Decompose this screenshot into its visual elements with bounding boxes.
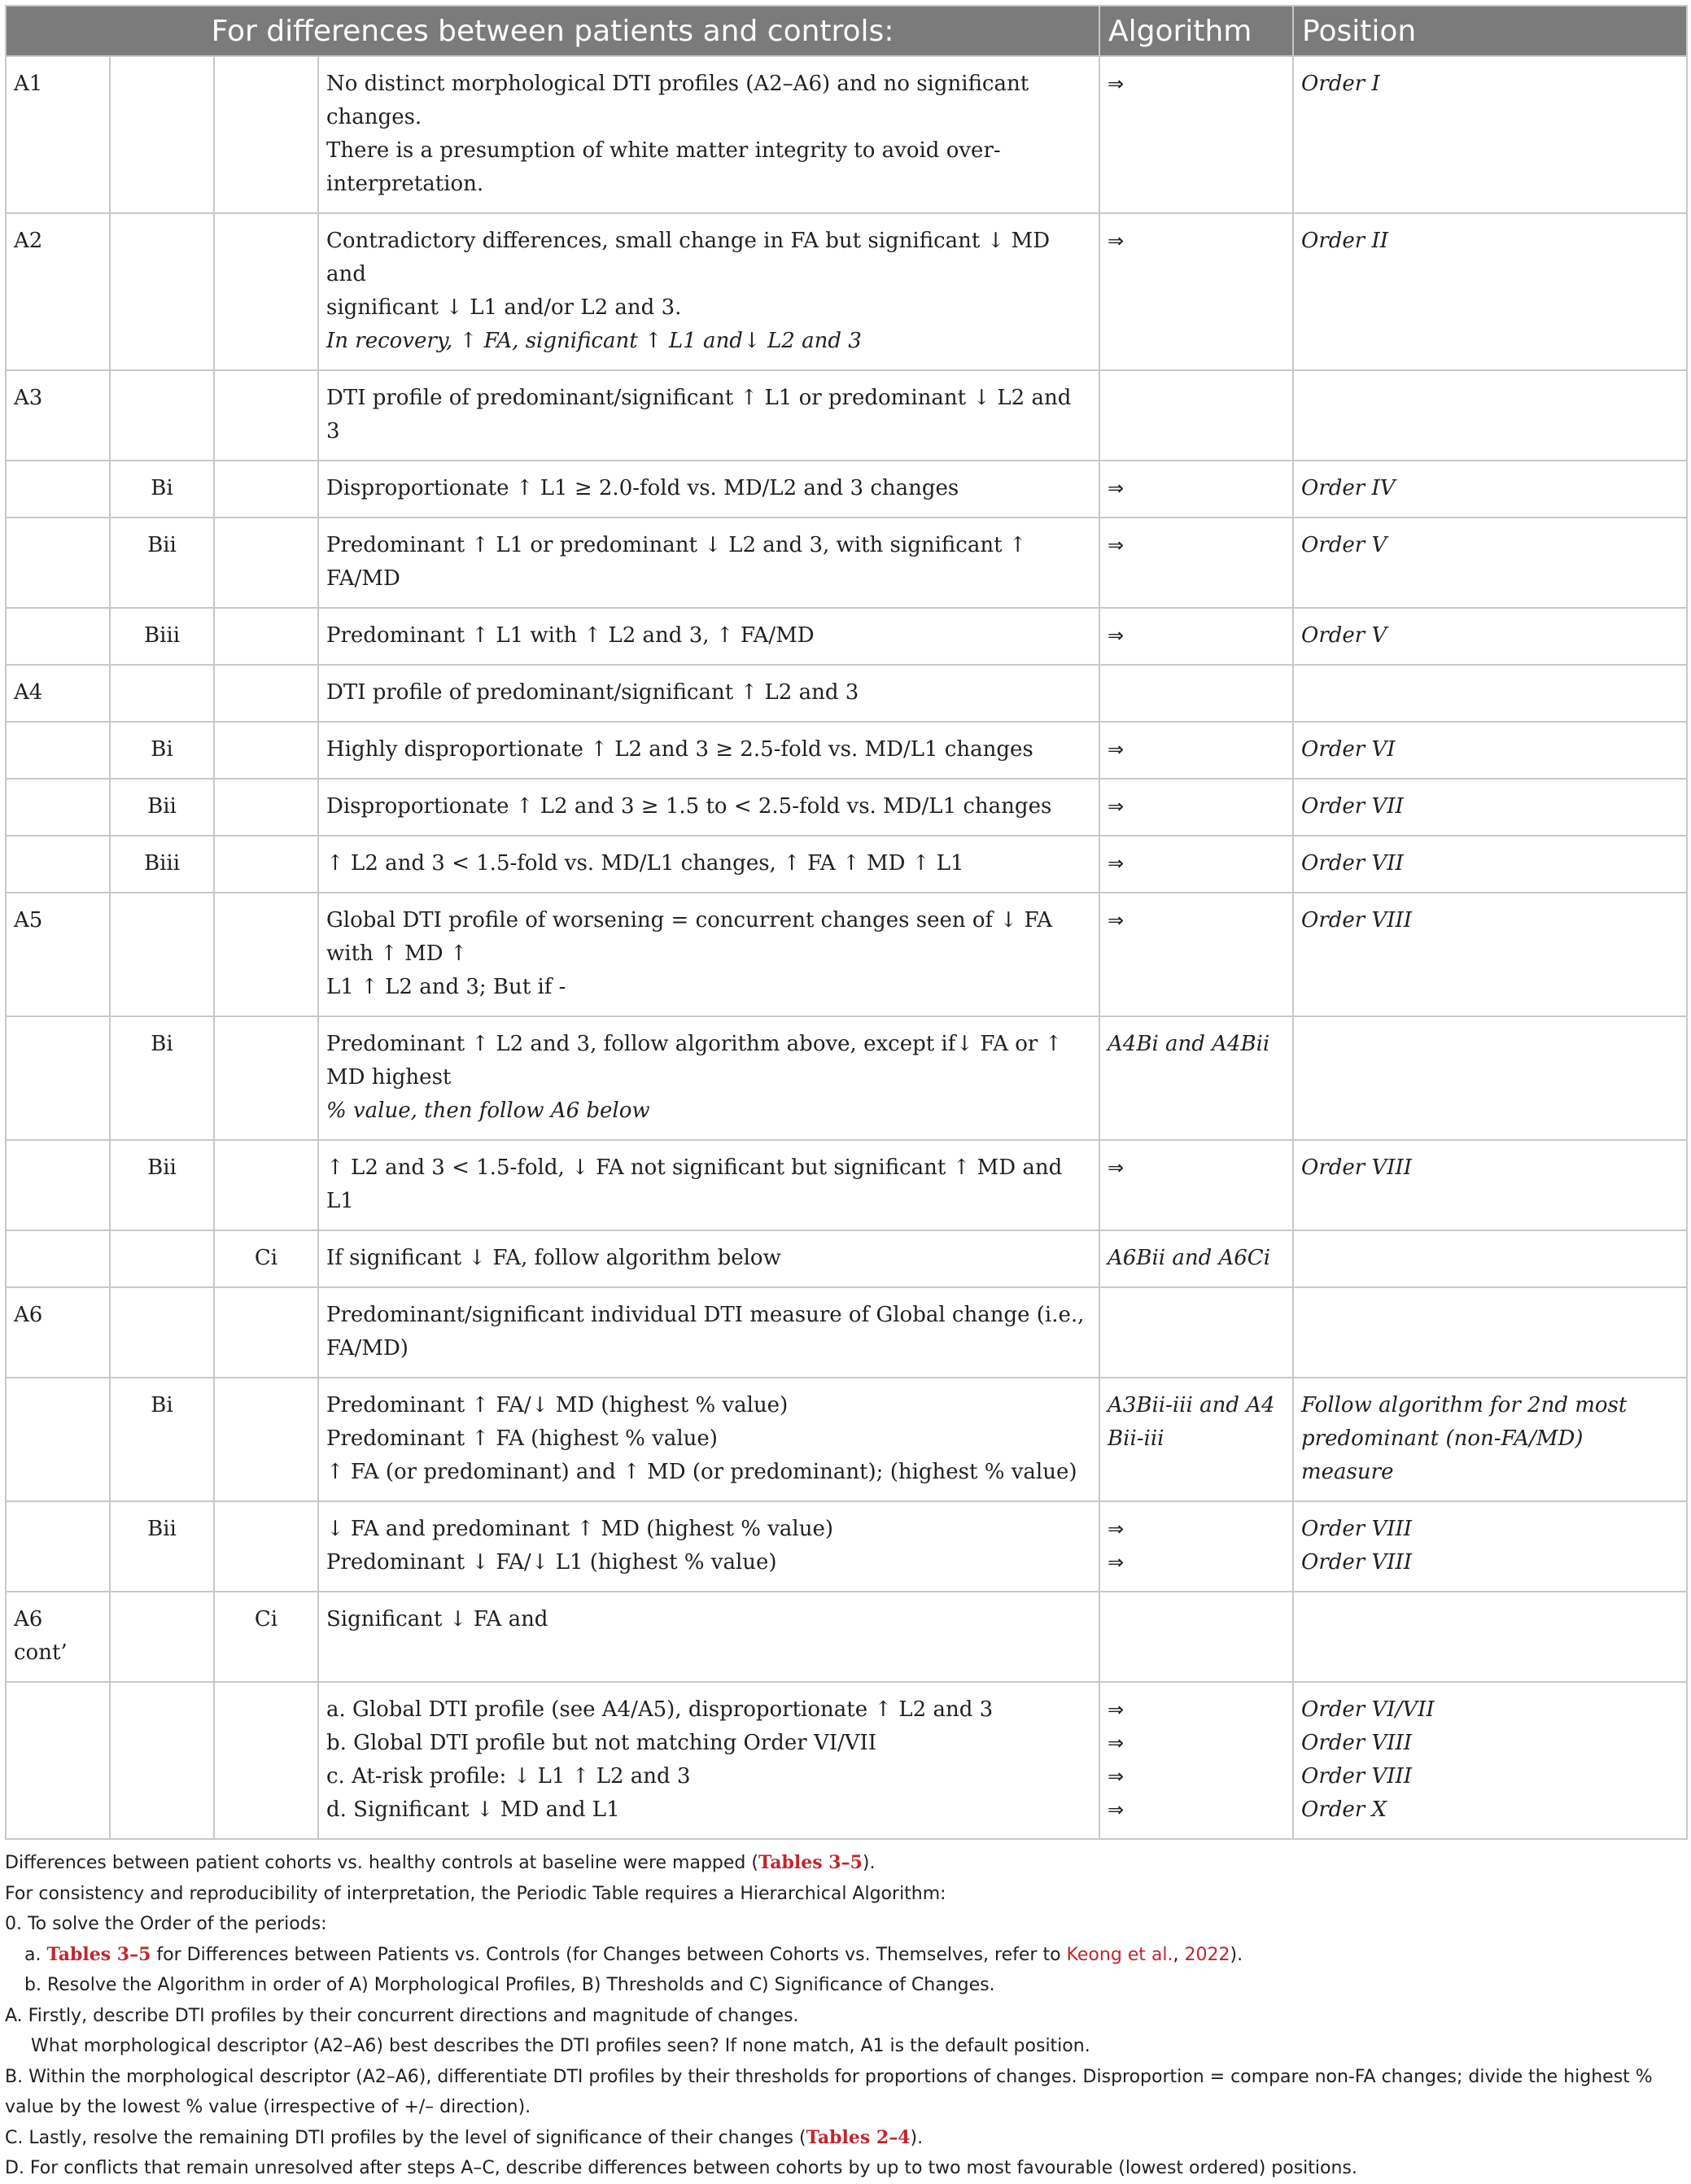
position — [1293, 1501, 1687, 1592]
table-row — [6, 1501, 1687, 1592]
description-line: Highly disproportionate ↑ L2 and 3 ≥ 2.5-fold vs. MD/L1 changes — [326, 737, 1033, 762]
table-row — [6, 461, 1687, 518]
level-3-code — [214, 1140, 318, 1230]
description — [318, 518, 1099, 608]
level-2-code — [110, 1287, 214, 1378]
algorithm — [1099, 1016, 1293, 1140]
description-line: DTI profile of predominant/significant ↑ L1 or predominant ↓ L2 and 3 — [326, 386, 1072, 443]
table-reference-link[interactable]: Tables 2–4 — [806, 2126, 911, 2148]
footnote-text: for Differences between Patients vs. Controls (for Changes between Cohorts vs. Themselves, refer to — [151, 1944, 1067, 1965]
level-3-code: Ci — [214, 1592, 318, 1682]
footnote-3: 0. To solve the Order of the periods: — [5, 1914, 327, 1934]
algorithm-line: ⇒ — [1108, 1732, 1125, 1754]
level-3-code — [214, 1378, 318, 1501]
algorithm — [1099, 836, 1293, 893]
description-line: ↓ FA and predominant ↑ MD (highest % value) — [326, 1517, 834, 1541]
table-row — [6, 1016, 1687, 1140]
description — [318, 1501, 1099, 1592]
level-3-code — [214, 836, 318, 893]
algorithm — [1099, 370, 1293, 461]
description-line: c. At-risk profile: ↓ L1 ↑ L2 and 3 — [326, 1764, 691, 1789]
table-row — [6, 518, 1687, 608]
level-2-code — [110, 1592, 214, 1682]
description-line: DTI profile of predominant/significant ↑ L2 and 3 — [326, 680, 859, 705]
table-row — [6, 893, 1687, 1016]
table-row — [6, 722, 1687, 779]
algorithm — [1099, 518, 1293, 608]
description-line: % value, then follow A6 below — [326, 1099, 650, 1123]
description-line: No distinct morphological DTI profiles (A2–A6) and no significant changes. — [326, 72, 1029, 129]
level-1-code — [6, 518, 110, 608]
position-line: Order VIII — [1301, 1517, 1413, 1541]
level-2-code: Bii — [110, 1140, 214, 1230]
page — [5, 5, 1686, 2184]
footnote-1 — [5, 1848, 1686, 1879]
algorithm-line: A6Bii and A6Ci — [1108, 1246, 1271, 1270]
position — [1293, 722, 1687, 779]
algorithm — [1099, 56, 1293, 213]
algorithm — [1099, 893, 1293, 1016]
level-1-code: A1 — [6, 56, 110, 213]
algorithm-table — [5, 5, 1688, 1840]
table-row — [6, 1592, 1687, 1682]
position-line: Order V — [1301, 623, 1387, 648]
position-line: Follow algorithm for 2nd most — [1301, 1393, 1628, 1417]
level-3-code — [214, 370, 318, 461]
footnote-text: a. — [24, 1944, 47, 1965]
position — [1293, 893, 1687, 1016]
description-line: If significant ↓ FA, follow algorithm below — [326, 1246, 781, 1270]
algorithm — [1099, 1230, 1293, 1287]
level-3-code — [214, 1501, 318, 1592]
description-line: There is a presumption of white matter integrity to avoid over-interpretation. — [326, 138, 1001, 196]
description — [318, 1140, 1099, 1230]
position-line: Order VIII — [1301, 1550, 1413, 1575]
level-1-code — [6, 1501, 110, 1592]
description-line: ↑ L2 and 3 < 1.5-fold, ↓ FA not significant but significant ↑ MD and L1 — [326, 1155, 1063, 1213]
position — [1293, 1592, 1687, 1682]
description-line: Predominant ↓ FA/↓ L1 (highest % value) — [326, 1550, 777, 1575]
algorithm-line: ⇒ — [1108, 1518, 1125, 1540]
position-line: Order VIII — [1301, 1731, 1413, 1755]
description-line: d. Significant ↓ MD and L1 — [326, 1797, 620, 1822]
citation-year-link[interactable]: 2022 — [1184, 1944, 1230, 1965]
position-line: Order V — [1301, 533, 1387, 557]
header-position: Position — [1293, 6, 1687, 56]
position-line: Order VIII — [1301, 908, 1413, 933]
description — [318, 1682, 1099, 1839]
footnote-8: B. Within the morphological descriptor (A2–A6), differentiate DTI profiles by their thresholds for proportions of changes. Disproportion = compare non-FA changes; divide the highest % value by the lowest % value (irrespective of +/– direction). — [5, 2066, 1653, 2117]
table-row — [6, 1378, 1687, 1501]
algorithm — [1099, 665, 1293, 722]
table-row — [6, 213, 1687, 370]
position-line: predominant (non-FA/MD) measure — [1301, 1426, 1584, 1484]
position — [1293, 56, 1687, 213]
algorithm-line: ⇒ — [1108, 624, 1125, 647]
footnote-text: , — [1173, 1944, 1185, 1965]
footnote-9 — [5, 2123, 1686, 2154]
level-1-code — [6, 779, 110, 836]
level-2-code: Biii — [110, 608, 214, 665]
algorithm-line: ⇒ — [1108, 1551, 1125, 1574]
level-1-code — [6, 1230, 110, 1287]
level-1-code — [6, 1378, 110, 1501]
footnote-2: For consistency and reproducibility of interpretation, the Periodic Table requires a Hierarchical Algorithm: — [5, 1883, 946, 1904]
table-body — [6, 56, 1687, 1839]
algorithm-line: ⇒ — [1108, 534, 1125, 557]
level-3-code — [214, 779, 318, 836]
footnote-text: ). — [910, 2127, 924, 2148]
description-line: L1 ↑ L2 and 3; But if - — [326, 975, 566, 999]
header-title: For differences between patients and controls: — [6, 6, 1099, 56]
level-2-code: Bi — [110, 1016, 214, 1140]
position — [1293, 1140, 1687, 1230]
description — [318, 1230, 1099, 1287]
position — [1293, 836, 1687, 893]
algorithm-line: ⇒ — [1108, 1765, 1125, 1788]
algorithm-line: A4Bi and A4Bii — [1108, 1032, 1270, 1056]
footnote-text: ). — [1230, 1944, 1243, 1965]
position — [1293, 1378, 1687, 1501]
level-2-code — [110, 893, 214, 1016]
level-3-code — [214, 518, 318, 608]
footnote-10: D. For conflicts that remain unresolved after steps A–C, describe differences between cohorts by up to two most favourable (lowest ordered) positions. — [5, 2158, 1357, 2178]
algorithm — [1099, 1592, 1293, 1682]
position — [1293, 213, 1687, 370]
algorithm-line: ⇒ — [1108, 795, 1125, 818]
table-footnotes — [5, 1848, 1686, 2184]
table-row — [6, 1230, 1687, 1287]
description-line: significant ↓ L1 and/or L2 and 3. — [326, 295, 682, 320]
level-1-code: A4 — [6, 665, 110, 722]
footnote-6: A. Firstly, describe DTI profiles by their concurrent directions and magnitude of changes. — [5, 2005, 799, 2026]
position — [1293, 608, 1687, 665]
algorithm — [1099, 779, 1293, 836]
level-3-code — [214, 1287, 318, 1378]
description — [318, 1287, 1099, 1378]
level-2-code — [110, 665, 214, 722]
table-row — [6, 1140, 1687, 1230]
algorithm-line: ⇒ — [1108, 477, 1125, 500]
level-2-code — [110, 213, 214, 370]
level-2-code: Bii — [110, 518, 214, 608]
level-1-code — [6, 461, 110, 518]
position-line: Order X — [1301, 1797, 1387, 1822]
table-row — [6, 1287, 1687, 1378]
description — [318, 461, 1099, 518]
level-2-code: Bii — [110, 1501, 214, 1592]
level-1-code: A5 — [6, 893, 110, 1016]
algorithm — [1099, 1378, 1293, 1501]
position-line: Order VII — [1301, 851, 1404, 876]
table-header-row — [6, 6, 1687, 56]
position — [1293, 1287, 1687, 1378]
description — [318, 893, 1099, 1016]
level-3-code — [214, 893, 318, 1016]
table-row — [6, 779, 1687, 836]
description — [318, 213, 1099, 370]
description-line: Contradictory differences, small change in FA but significant ↓ MD and — [326, 229, 1051, 286]
description-line: Disproportionate ↑ L1 ≥ 2.0-fold vs. MD/L2 and 3 changes — [326, 476, 959, 500]
position — [1293, 370, 1687, 461]
table-row — [6, 56, 1687, 213]
level-1-code — [6, 1682, 110, 1839]
algorithm — [1099, 1501, 1293, 1592]
level-3-code — [214, 1016, 318, 1140]
position — [1293, 665, 1687, 722]
description-line: ↑ FA (or predominant) and ↑ MD (or predominant); (highest % value) — [326, 1460, 1077, 1484]
algorithm-line: ⇒ — [1108, 1798, 1125, 1821]
footnote-5: b. Resolve the Algorithm in order of A) Morphological Profiles, B) Thresholds and C) Significance of Changes. — [24, 1975, 995, 1995]
algorithm-line: Bii-iii — [1108, 1426, 1164, 1451]
footnote-4 — [5, 1940, 1686, 1971]
level-2-code — [110, 370, 214, 461]
description — [318, 1016, 1099, 1140]
level-2-code — [110, 1230, 214, 1287]
description — [318, 1378, 1099, 1501]
level-3-code — [214, 608, 318, 665]
level-1-code: A6 cont’ — [6, 1592, 110, 1682]
description-line: In recovery, ↑ FA, significant ↑ L1 and↓ L2 and 3 — [326, 329, 862, 353]
algorithm-line: ⇒ — [1108, 1698, 1125, 1721]
level-1-code: A3 — [6, 370, 110, 461]
citation-link[interactable]: Keong et al. — [1066, 1944, 1173, 1965]
algorithm — [1099, 213, 1293, 370]
algorithm-line: A3Bii-iii and A4 — [1108, 1393, 1275, 1417]
description-line: Disproportionate ↑ L2 and 3 ≥ 1.5 to < 2.5-fold vs. MD/L1 changes — [326, 794, 1052, 819]
level-3-code — [214, 665, 318, 722]
description-line: Predominant ↑ L2 and 3, follow algorithm above, except if↓ FA or ↑ MD highest — [326, 1032, 1063, 1090]
position-line: Order IV — [1301, 476, 1396, 500]
description — [318, 608, 1099, 665]
description — [318, 836, 1099, 893]
description-line: b. Global DTI profile but not matching Order VI/VII — [326, 1731, 877, 1755]
description-line: Predominant ↑ FA/↓ MD (highest % value) — [326, 1393, 789, 1417]
algorithm-line: ⇒ — [1108, 852, 1125, 875]
algorithm — [1099, 722, 1293, 779]
algorithm-line: ⇒ — [1108, 1156, 1125, 1179]
description — [318, 665, 1099, 722]
table-reference-link[interactable]: Tables 3–5 — [46, 1943, 151, 1965]
level-3-code — [214, 1682, 318, 1839]
level-3-code — [214, 722, 318, 779]
description-line: Predominant ↑ FA (highest % value) — [326, 1426, 718, 1451]
position-line: Order I — [1301, 72, 1380, 96]
level-3-code — [214, 461, 318, 518]
table-row — [6, 608, 1687, 665]
table-row — [6, 370, 1687, 461]
table-row — [6, 1682, 1687, 1839]
level-2-code — [110, 56, 214, 213]
position — [1293, 461, 1687, 518]
level-1-code: A6 — [6, 1287, 110, 1378]
level-1-code — [6, 1140, 110, 1230]
algorithm-line: ⇒ — [1108, 909, 1125, 932]
level-1-code — [6, 836, 110, 893]
level-2-code: Bi — [110, 722, 214, 779]
position-line: Order VI/VII — [1301, 1697, 1435, 1722]
position-line: Order VIII — [1301, 1155, 1413, 1180]
level-2-code: Bi — [110, 1378, 214, 1501]
footnote-text: ). — [862, 1853, 876, 1873]
table-reference-link[interactable]: Tables 3–5 — [758, 1852, 863, 1873]
position-line: Order VIII — [1301, 1764, 1413, 1789]
position — [1293, 1230, 1687, 1287]
description — [318, 370, 1099, 461]
position-line: Order VI — [1301, 737, 1396, 762]
level-1-code — [6, 608, 110, 665]
footnote-text: C. Lastly, resolve the remaining DTI profiles by the level of significance of their changes ( — [5, 2127, 806, 2148]
description-line: Predominant/significant individual DTI measure of Global change (i.e., FA/MD) — [326, 1303, 1085, 1361]
position — [1293, 1682, 1687, 1839]
header-algorithm: Algorithm — [1099, 6, 1293, 56]
algorithm-line: ⇒ — [1108, 72, 1125, 95]
description — [318, 779, 1099, 836]
level-3-code — [214, 56, 318, 213]
algorithm-line: ⇒ — [1108, 738, 1125, 761]
description — [318, 1592, 1099, 1682]
position-line: Order II — [1301, 229, 1389, 253]
level-1-code — [6, 1016, 110, 1140]
footnote-7: What morphological descriptor (A2–A6) best describes the DTI profiles seen? If none match, A1 is the default position. — [31, 2036, 1090, 2056]
description — [318, 722, 1099, 779]
description-line: Global DTI profile of worsening = concurrent changes seen of ↓ FA with ↑ MD ↑ — [326, 908, 1053, 966]
level-3-code: Ci — [214, 1230, 318, 1287]
position — [1293, 1016, 1687, 1140]
position-line: Order VII — [1301, 794, 1404, 819]
level-2-code — [110, 1682, 214, 1839]
level-1-code — [6, 722, 110, 779]
description-line: ↑ L2 and 3 < 1.5-fold vs. MD/L1 changes, ↑ FA ↑ MD ↑ L1 — [326, 851, 964, 876]
algorithm — [1099, 1140, 1293, 1230]
algorithm — [1099, 608, 1293, 665]
level-3-code — [214, 213, 318, 370]
description-line: Predominant ↑ L1 or predominant ↓ L2 and 3, with significant ↑ FA/MD — [326, 533, 1027, 591]
level-2-code: Bii — [110, 779, 214, 836]
algorithm — [1099, 1682, 1293, 1839]
algorithm — [1099, 461, 1293, 518]
description-line: Significant ↓ FA and — [326, 1607, 548, 1631]
description-line: a. Global DTI profile (see A4/A5), disproportionate ↑ L2 and 3 — [326, 1697, 994, 1722]
position — [1293, 518, 1687, 608]
algorithm — [1099, 1287, 1293, 1378]
table-row — [6, 836, 1687, 893]
description — [318, 56, 1099, 213]
table-row — [6, 665, 1687, 722]
description-line: Predominant ↑ L1 with ↑ L2 and 3, ↑ FA/MD — [326, 623, 815, 648]
position — [1293, 779, 1687, 836]
footnote-text: Differences between patient cohorts vs. healthy controls at baseline were mapped ( — [5, 1853, 758, 1873]
algorithm-line: ⇒ — [1108, 229, 1125, 252]
level-2-code: Bi — [110, 461, 214, 518]
level-1-code: A2 — [6, 213, 110, 370]
level-2-code: Biii — [110, 836, 214, 893]
